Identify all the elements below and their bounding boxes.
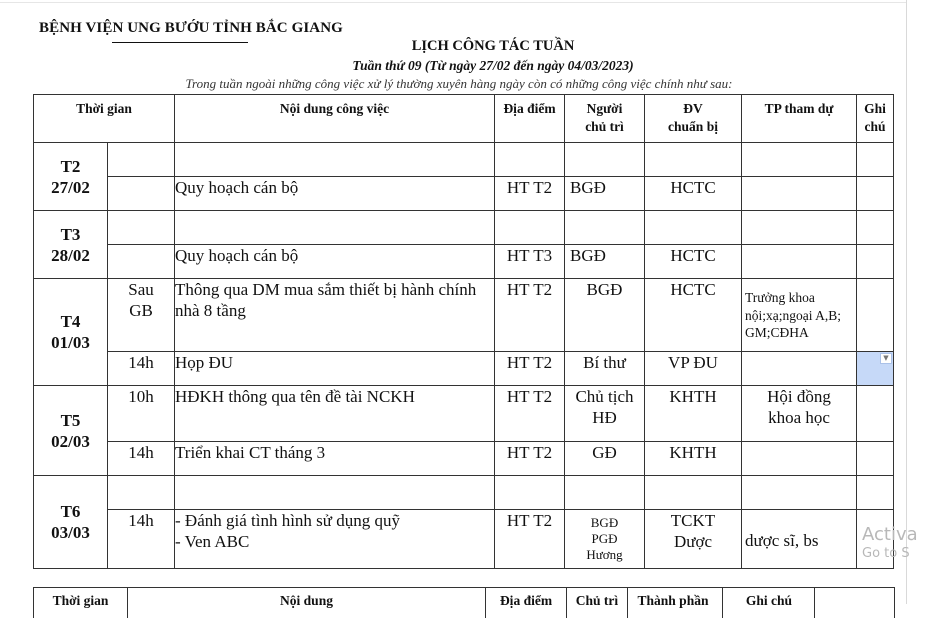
content-cell[interactable] bbox=[175, 510, 495, 569]
content-cell[interactable]: Họp ĐU bbox=[175, 352, 495, 386]
attendees-cell[interactable] bbox=[742, 386, 857, 442]
prep-cell[interactable]: KHTH bbox=[645, 386, 742, 442]
schedule-table bbox=[33, 94, 894, 569]
time-cell[interactable] bbox=[108, 245, 175, 279]
note-cell[interactable] bbox=[857, 279, 894, 352]
table-row bbox=[34, 279, 894, 352]
content-cell[interactable] bbox=[175, 211, 495, 245]
col-header-time: Thời gian bbox=[34, 95, 175, 143]
time-cell[interactable] bbox=[108, 279, 175, 352]
col-header-content: Nội dung công việc bbox=[175, 95, 495, 143]
host-cell[interactable] bbox=[565, 143, 645, 177]
second-col-time: Thời gian bbox=[52, 593, 109, 608]
table-row bbox=[34, 386, 894, 442]
host-cell[interactable] bbox=[565, 386, 645, 442]
content-cell[interactable] bbox=[175, 143, 495, 177]
second-col-content: Nội dung bbox=[280, 593, 333, 608]
prep-cell[interactable] bbox=[645, 510, 742, 569]
location-cell[interactable] bbox=[495, 211, 565, 245]
host-cell[interactable]: BGĐ bbox=[565, 279, 645, 352]
col-header-prep-line1: ĐV bbox=[683, 101, 703, 116]
location-cell[interactable]: HT T2 bbox=[495, 177, 565, 211]
col-header-note-line1: Ghi bbox=[864, 101, 886, 116]
content-cell[interactable]: HĐKH thông qua tên đề tài NCKH bbox=[175, 386, 495, 442]
content-cell[interactable]: Thông qua DM mua sắm thiết bị hành chính nhà 8 tầng bbox=[175, 279, 495, 352]
host-cell[interactable] bbox=[565, 510, 645, 569]
day-label: T3 bbox=[60, 224, 81, 244]
week-subtitle: Tuần thứ 09 (Từ ngày 27/02 đến ngày 04/03/2023) bbox=[352, 58, 634, 73]
note-cell[interactable] bbox=[857, 143, 894, 177]
col-header-note-line2: chú bbox=[864, 119, 886, 134]
time-cell[interactable]: 10h bbox=[108, 386, 175, 442]
time-line2: GB bbox=[129, 301, 153, 320]
attendees-cell[interactable]: Trưởng khoa nội;xạ;ngoại A,B; GM;CĐHA bbox=[742, 279, 857, 352]
table-row bbox=[34, 245, 894, 279]
location-cell[interactable]: HT T3 bbox=[495, 245, 565, 279]
host-cell[interactable]: Bí thư bbox=[565, 352, 645, 386]
host-line1: Chủ tịch bbox=[575, 387, 634, 406]
table-row bbox=[34, 177, 894, 211]
content-cell[interactable]: Quy hoạch cán bộ bbox=[175, 177, 495, 211]
col-header-prep-line2: chuẩn bị bbox=[668, 119, 718, 134]
content-cell[interactable] bbox=[175, 476, 495, 510]
col-header-host-line1: Người bbox=[586, 101, 623, 116]
prep-cell[interactable]: HCTC bbox=[645, 279, 742, 352]
hospital-name: BỆNH VIỆN UNG BƯỚU TỈNH BẮC GIANG bbox=[39, 20, 343, 36]
table-row bbox=[34, 510, 894, 569]
time-cell[interactable]: 14h bbox=[108, 352, 175, 386]
host-cell[interactable]: BGĐ bbox=[565, 245, 645, 279]
prep-cell[interactable] bbox=[645, 143, 742, 177]
content-line1: - Đánh giá tình hình sử dụng quỹ bbox=[175, 511, 401, 530]
time-cell[interactable] bbox=[108, 211, 175, 245]
host-line3: Hương bbox=[586, 547, 623, 562]
col-header-prep bbox=[645, 95, 742, 143]
note-cell[interactable] bbox=[857, 245, 894, 279]
day-cell-t4 bbox=[34, 279, 108, 386]
prep-cell[interactable] bbox=[645, 476, 742, 510]
time-cell[interactable] bbox=[108, 177, 175, 211]
table-row bbox=[34, 211, 894, 245]
day-label: T6 bbox=[60, 502, 81, 521]
attendees-line2: khoa học bbox=[768, 408, 830, 427]
prep-cell[interactable]: KHTH bbox=[645, 442, 742, 476]
host-line2: PGĐ bbox=[591, 531, 618, 546]
header-row bbox=[34, 95, 894, 143]
time-line1: Sau bbox=[128, 280, 154, 299]
attendees-cell[interactable] bbox=[742, 476, 857, 510]
attendees-cell[interactable] bbox=[742, 442, 857, 476]
col-header-host bbox=[565, 95, 645, 143]
page-title: LỊCH CÔNG TÁC TUẦN bbox=[411, 38, 575, 54]
second-table-header bbox=[33, 587, 895, 618]
activation-watermark bbox=[862, 524, 918, 562]
col-header-attendees: TP tham dự bbox=[742, 95, 857, 143]
attendees-cell[interactable] bbox=[742, 211, 857, 245]
host-line1: BGĐ bbox=[590, 515, 619, 530]
day-label: T4 bbox=[60, 312, 81, 331]
time-cell[interactable] bbox=[108, 476, 175, 510]
col-header-host-line2: chủ trì bbox=[585, 119, 624, 134]
table-row bbox=[34, 442, 894, 476]
host-line2: HĐ bbox=[592, 408, 617, 427]
content-cell[interactable]: Triển khai CT tháng 3 bbox=[175, 442, 495, 476]
content-cell[interactable]: Quy hoạch cán bộ bbox=[175, 245, 495, 279]
time-cell[interactable] bbox=[108, 143, 175, 177]
table-row bbox=[34, 476, 894, 510]
host-cell[interactable] bbox=[565, 476, 645, 510]
day-date: 01/03 bbox=[51, 333, 90, 352]
day-date: 27/02 bbox=[51, 177, 90, 197]
note-cell-selected[interactable] bbox=[857, 352, 894, 386]
host-cell[interactable] bbox=[565, 211, 645, 245]
day-cell-t3 bbox=[34, 211, 108, 279]
attendees-cell[interactable] bbox=[742, 143, 857, 177]
prep-line2: Dược bbox=[673, 532, 713, 551]
col-header-note bbox=[857, 95, 894, 143]
prep-cell[interactable] bbox=[645, 211, 742, 245]
host-cell[interactable]: GĐ bbox=[565, 442, 645, 476]
second-col-host: Chủ trì bbox=[575, 593, 619, 608]
time-cell[interactable]: 14h bbox=[108, 510, 175, 569]
day-date: 28/02 bbox=[51, 245, 90, 265]
day-cell-t2 bbox=[34, 143, 108, 211]
content-line2: - Ven ABC bbox=[175, 532, 250, 551]
location-cell[interactable]: HT T2 bbox=[495, 279, 565, 352]
prep-cell[interactable]: HCTC bbox=[645, 245, 742, 279]
day-date: 03/03 bbox=[51, 523, 90, 542]
second-divider bbox=[814, 588, 815, 618]
location-cell[interactable]: HT T2 bbox=[495, 352, 565, 386]
time-cell[interactable]: 14h bbox=[108, 442, 175, 476]
location-cell[interactable]: HT T2 bbox=[495, 510, 565, 569]
day-label: T5 bbox=[60, 410, 81, 430]
prep-cell[interactable]: HCTC bbox=[645, 177, 742, 211]
second-col-members: Thành phần bbox=[637, 593, 709, 608]
attendees-cell[interactable] bbox=[742, 352, 857, 386]
note-cell[interactable] bbox=[857, 476, 894, 510]
note-cell[interactable] bbox=[857, 177, 894, 211]
day-label: T2 bbox=[60, 156, 81, 176]
attendees-cell[interactable] bbox=[742, 177, 857, 211]
note-cell[interactable] bbox=[857, 386, 894, 442]
second-col-note: Ghi chú bbox=[745, 593, 793, 608]
location-cell[interactable] bbox=[495, 143, 565, 177]
location-cell[interactable]: HT T2 bbox=[495, 442, 565, 476]
prep-line1: TCKT bbox=[670, 511, 716, 530]
attendees-line1: Hội đồng bbox=[767, 387, 831, 406]
note-cell[interactable] bbox=[857, 211, 894, 245]
table-row bbox=[34, 352, 894, 386]
intro-text: Trong tuần ngoài những công việc xử lý thường xuyên hàng ngày còn có những công việc chính như sau: bbox=[185, 76, 733, 91]
col-header-location: Địa điểm bbox=[495, 95, 565, 143]
prep-cell[interactable]: VP ĐU bbox=[645, 352, 742, 386]
note-cell[interactable] bbox=[857, 442, 894, 476]
attendees-cell[interactable] bbox=[742, 245, 857, 279]
watermark-line1: Activa bbox=[862, 524, 918, 545]
location-cell[interactable]: HT T2 bbox=[495, 386, 565, 442]
watermark-line2: Go to S bbox=[862, 546, 910, 561]
day-cell-t5 bbox=[34, 386, 108, 476]
day-date: 02/03 bbox=[51, 431, 90, 451]
second-col-location: Địa điểm bbox=[499, 593, 553, 608]
host-cell[interactable]: BGĐ bbox=[565, 177, 645, 211]
page-edge-top bbox=[0, 2, 906, 3]
dropdown-arrow-icon[interactable]: ▼ bbox=[880, 353, 892, 364]
day-cell-t6 bbox=[34, 476, 108, 569]
location-cell[interactable] bbox=[495, 476, 565, 510]
table-row bbox=[34, 143, 894, 177]
attendees-cell[interactable]: dược sĩ, bs bbox=[742, 510, 857, 569]
